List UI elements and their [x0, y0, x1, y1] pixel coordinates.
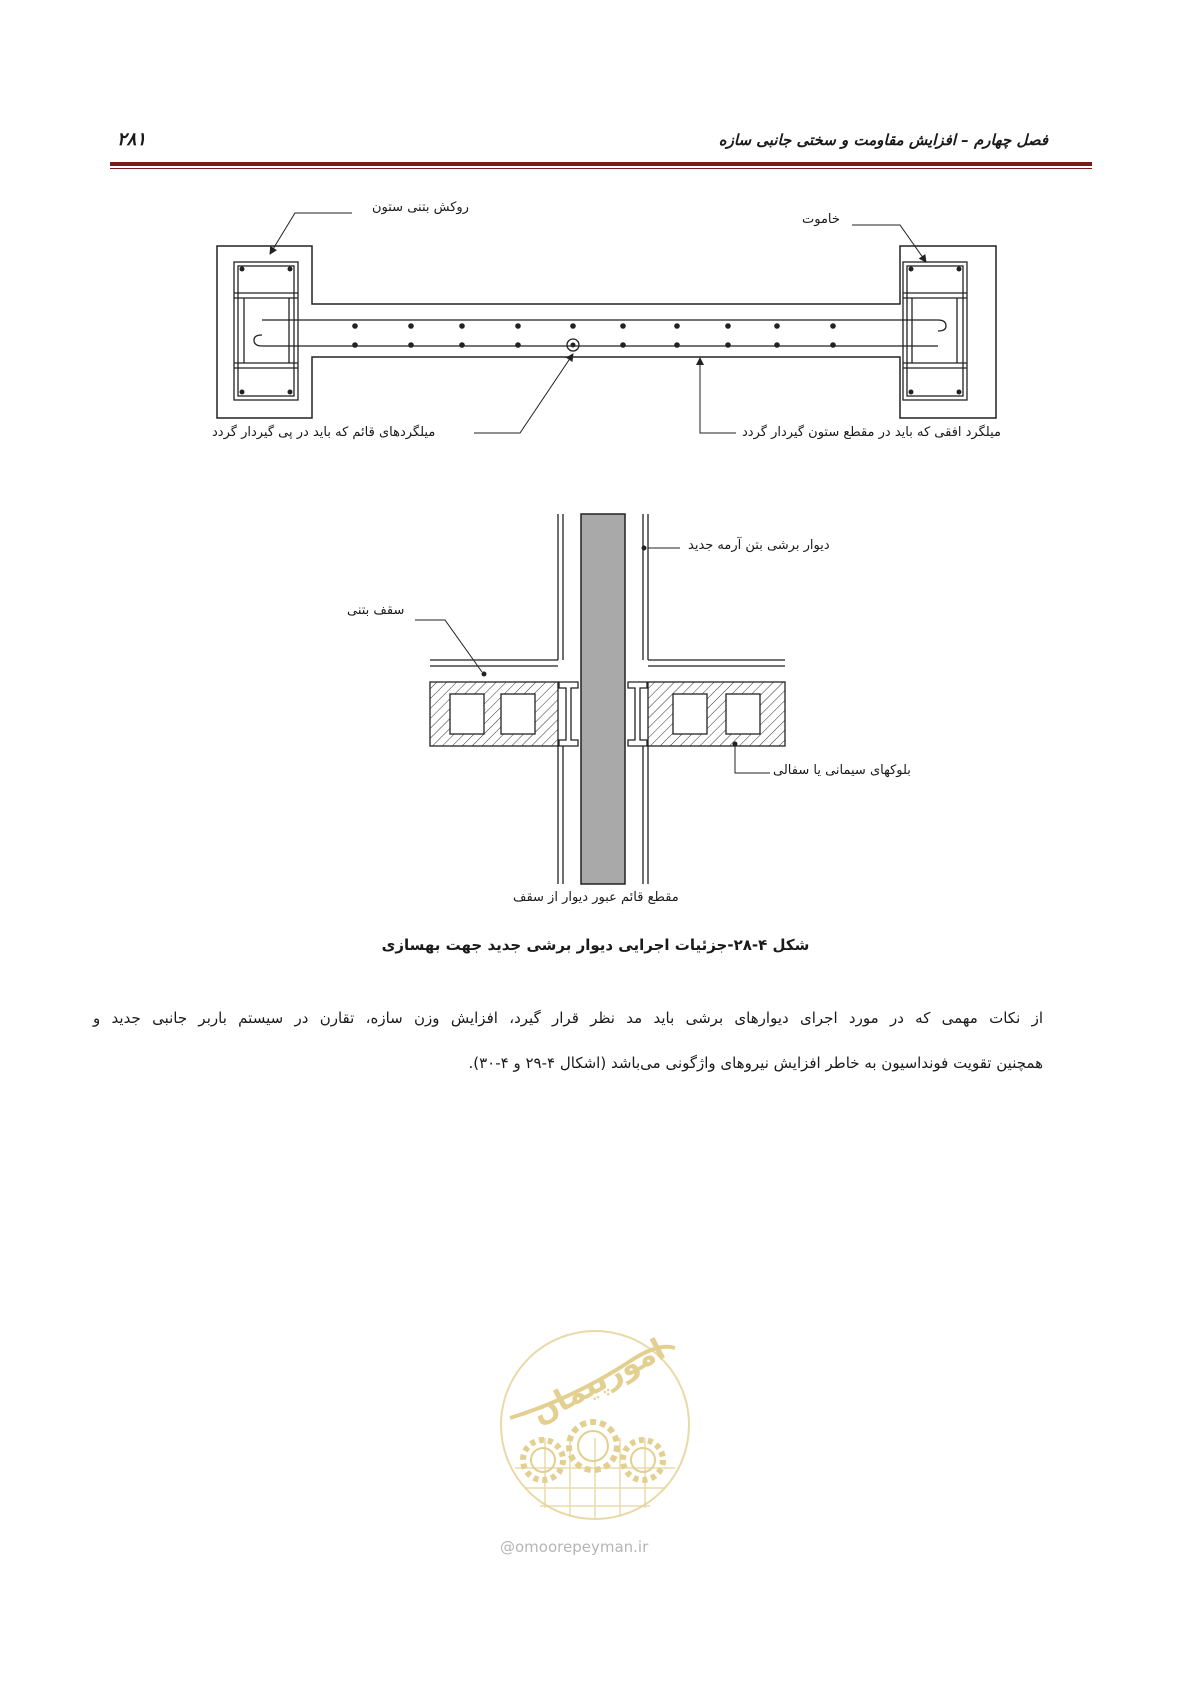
left-slab-blocks — [430, 682, 558, 746]
label-slab: سقف بتنی — [347, 603, 405, 618]
figure-caption: شکل ۴-۲۸-جزئیات اجرایی دیوار برشی جدید جهت بهسازی — [381, 936, 810, 954]
label-column-jacket: روکش بتنی ستون — [372, 200, 469, 215]
label-blocks: بلوکهای سیمانی یا سفالی — [773, 763, 911, 778]
page-number: ۲۸۱ — [117, 129, 147, 150]
watermark-logo — [485, 1318, 705, 1533]
new-shear-wall — [581, 514, 625, 884]
body-paragraph-line-2: همچنین تقویت فونداسیون به خاطر افزایش نیروهای واژگونی می‌باشد (اشکال ۴-۲۹ و ۴-۳۰). — [468, 1054, 1043, 1072]
plan-view-drawing — [217, 246, 996, 418]
watermark-url — [500, 1538, 648, 1556]
chapter-title: فصل چهارم – افزایش مقاومت و سختی جانبی سازه — [718, 131, 1048, 149]
label-new-wall: دیوار برشی بتن آرمه جدید — [688, 538, 830, 553]
label-stirrup: خاموت — [802, 212, 840, 227]
body-paragraph-line-1: از نکات مهمی که در مورد اجرای دیوارهای برشی باید مد نظر قرار گیرد، افزایش وزن سازه، تقارن در سیستم باربر جانبی جدید و — [93, 1009, 1043, 1027]
at-icon: @ — [500, 1538, 515, 1556]
label-vertical-bars: میلگردهای قائم که باید در پی گیردار گردد — [212, 425, 436, 440]
watermark-logo-text: امورپیمان — [526, 1332, 671, 1432]
right-slab-blocks — [648, 682, 785, 746]
watermark-url-text: omoorepeyman.ir — [515, 1538, 649, 1556]
label-horizontal-bars: میلگرد افقی که باید در مقطع ستون گیردار گردد — [742, 425, 1001, 440]
label-section: مقطع قائم عبور دیوار از سقف — [513, 890, 679, 905]
section-view-drawing — [430, 514, 785, 884]
